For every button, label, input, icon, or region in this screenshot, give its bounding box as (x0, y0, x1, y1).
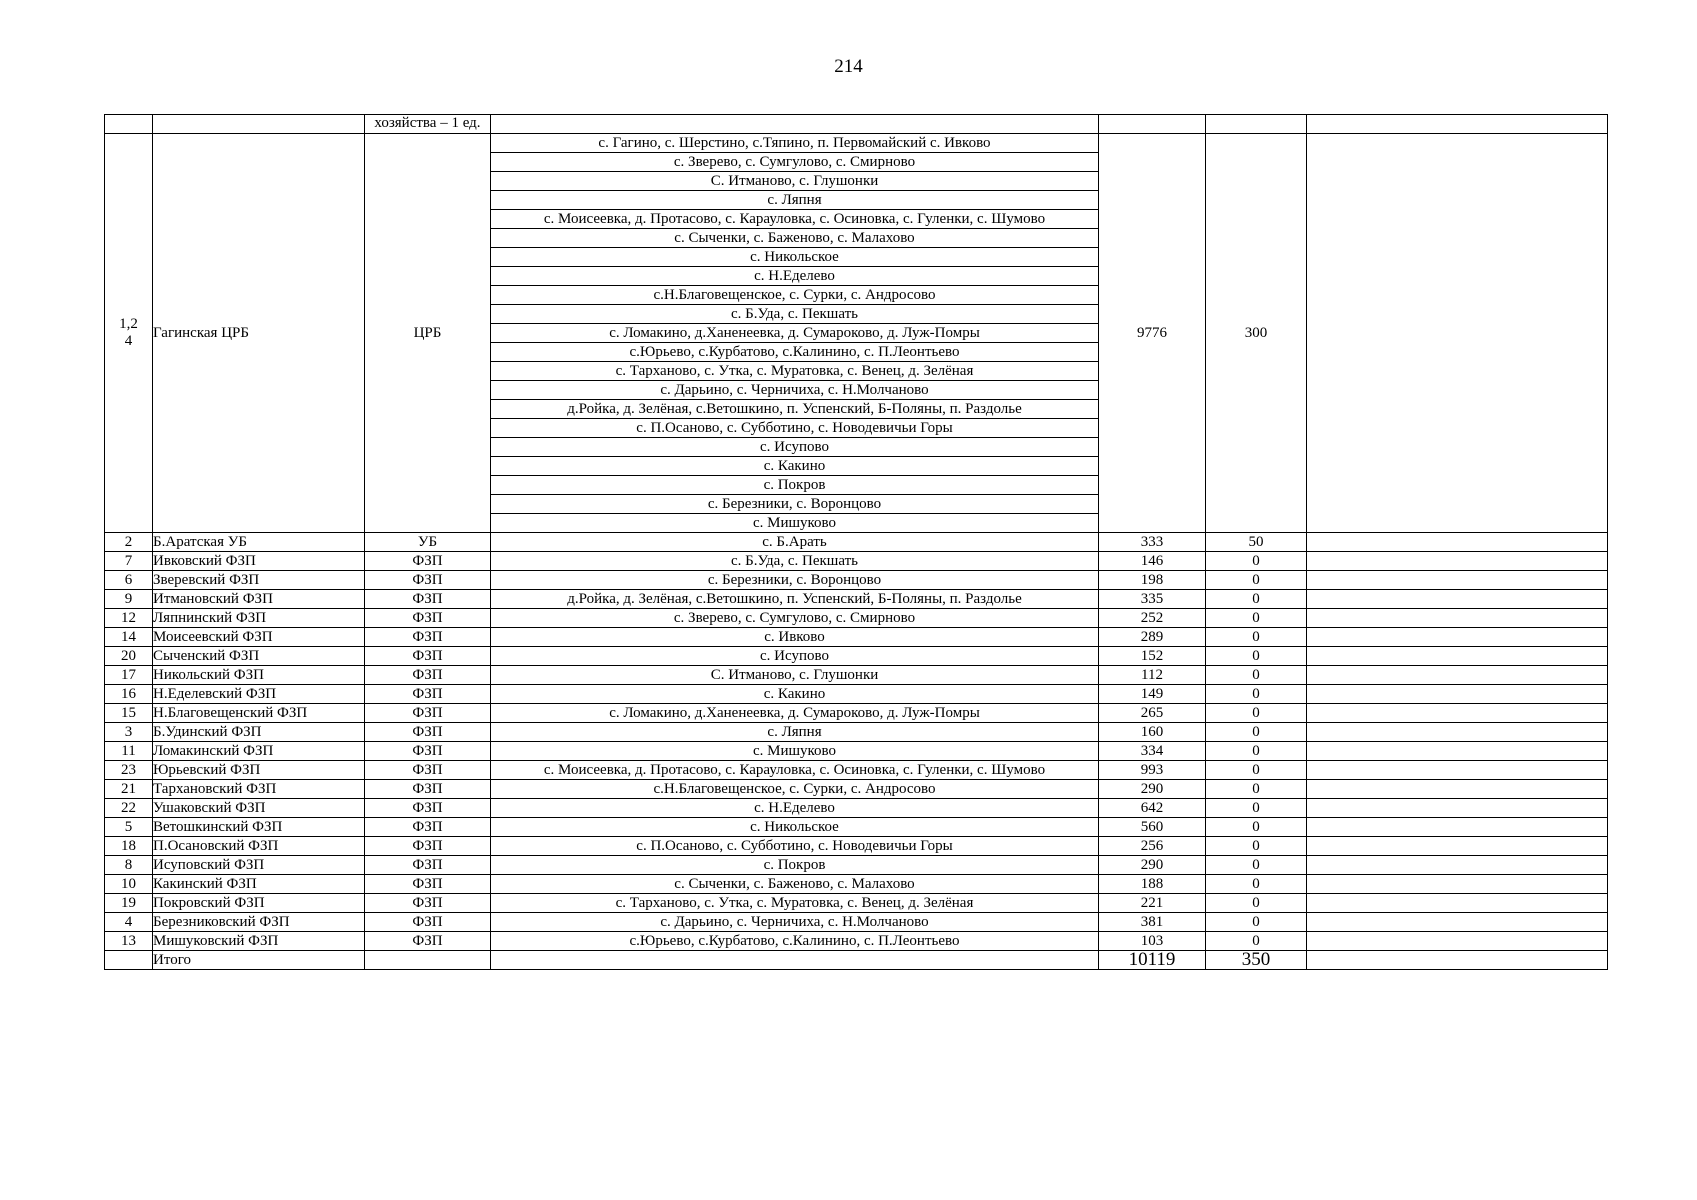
value1: 289 (1099, 628, 1206, 647)
facility-name: Ивковский ФЗП (153, 552, 365, 571)
table-row (105, 704, 1608, 723)
extra (1307, 533, 1608, 552)
value1: 334 (1099, 742, 1206, 761)
value1: 221 (1099, 894, 1206, 913)
value1: 256 (1099, 837, 1206, 856)
facility-type: ФЗП (365, 818, 491, 837)
table-row (105, 875, 1608, 894)
cell-extra (1307, 115, 1608, 134)
crb-settlement: с. Дарьино, с. Черничиха, с. Н.Молчаново (491, 381, 1098, 400)
settlement: д.Ройка, д. Зелёная, с.Ветошкино, п. Успенский, Б-Поляны, п. Раздолье (491, 590, 1099, 609)
facility-type: ФЗП (365, 799, 491, 818)
facility-name: Ушаковский ФЗП (153, 799, 365, 818)
facility-type: ФЗП (365, 723, 491, 742)
row-number: 3 (105, 723, 153, 742)
value1: 146 (1099, 552, 1206, 571)
crb-settlement: с. Зверево, с. Сумгулово, с. Смирново (491, 153, 1098, 172)
table-row (105, 856, 1608, 875)
facility-type: ФЗП (365, 913, 491, 932)
settlement: с. Дарьино, с. Черничиха, с. Н.Молчаново (491, 913, 1099, 932)
facility-type: ФЗП (365, 856, 491, 875)
value1: 560 (1099, 818, 1206, 837)
facility-name: Ломакинский ФЗП (153, 742, 365, 761)
facility-type: ФЗП (365, 685, 491, 704)
total-extra (1307, 951, 1608, 970)
settlement: с. Никольское (491, 818, 1099, 837)
facility-name: Тархановский ФЗП (153, 780, 365, 799)
crb-settlement-row (491, 229, 1098, 248)
facility-name: П.Осановский ФЗП (153, 837, 365, 856)
value1: 103 (1099, 932, 1206, 951)
extra (1307, 723, 1608, 742)
crb-settlement: с. Исупово (491, 438, 1098, 457)
facility-name: Березниковский ФЗП (153, 913, 365, 932)
extra (1307, 837, 1608, 856)
facility-name: Покровский ФЗП (153, 894, 365, 913)
value2: 0 (1206, 875, 1307, 894)
facility-type: ФЗП (365, 894, 491, 913)
table-row (105, 780, 1608, 799)
settlement: с. Зверево, с. Сумгулово, с. Смирново (491, 609, 1099, 628)
settlement: с. П.Осаново, с. Субботино, с. Новодевичьи Горы (491, 837, 1099, 856)
facility-name: Н.Еделевский ФЗП (153, 685, 365, 704)
crb-settlement: с. Покров (491, 476, 1098, 495)
crb-settlement-row (491, 419, 1098, 438)
crb-extra (1307, 134, 1608, 533)
extra (1307, 742, 1608, 761)
settlement: с. Тарханово, с. Утка, с. Муратовка, с. Венец, д. Зелёная (491, 894, 1099, 913)
value2: 0 (1206, 666, 1307, 685)
crb-settlement: С. Итманово, с. Глушонки (491, 172, 1098, 191)
value1: 252 (1099, 609, 1206, 628)
extra (1307, 647, 1608, 666)
facility-type: ФЗП (365, 609, 491, 628)
extra (1307, 932, 1608, 951)
facility-name: Сыченский ФЗП (153, 647, 365, 666)
row-number: 14 (105, 628, 153, 647)
facility-type: ФЗП (365, 837, 491, 856)
crb-settlement-row (491, 305, 1098, 324)
settlement: с. Н.Еделево (491, 799, 1099, 818)
cell-settlement (491, 115, 1099, 134)
crb-settlement: с. Ломакино, д.Ханенеевка, д. Сумароково, д. Луж-Помры (491, 324, 1098, 343)
row-number: 20 (105, 647, 153, 666)
value1: 112 (1099, 666, 1206, 685)
cell-name (153, 115, 365, 134)
facility-name: Юрьевский ФЗП (153, 761, 365, 780)
value2: 0 (1206, 704, 1307, 723)
value1: 160 (1099, 723, 1206, 742)
value2: 0 (1206, 647, 1307, 666)
crb-settlement: с. Ляпня (491, 191, 1098, 210)
value1: 265 (1099, 704, 1206, 723)
facility-name: Ветошкинский ФЗП (153, 818, 365, 837)
cell-num (105, 115, 153, 134)
crb-settlement: с. Гагино, с. Шерстино, с.Тяпино, п. Первомайский с. Ивково (491, 134, 1098, 153)
extra (1307, 609, 1608, 628)
value2: 0 (1206, 609, 1307, 628)
crb-type: ЦРБ (365, 134, 491, 533)
row-number: 15 (105, 704, 153, 723)
row-number: 6 (105, 571, 153, 590)
crb-settlement-row (491, 153, 1098, 172)
crb-value2: 300 (1206, 134, 1307, 533)
table-row (105, 647, 1608, 666)
crb-settlement-row (491, 362, 1098, 381)
facility-name: Ляпнинский ФЗП (153, 609, 365, 628)
settlement: с. Мишуково (491, 742, 1099, 761)
row-number: 7 (105, 552, 153, 571)
value2: 0 (1206, 761, 1307, 780)
facility-name: Никольский ФЗП (153, 666, 365, 685)
settlement: с. Б.Уда, с. Пекшать (491, 552, 1099, 571)
total-value2: 350 (1206, 951, 1307, 970)
crb-settlement-row (491, 210, 1098, 229)
extra (1307, 856, 1608, 875)
extra (1307, 799, 1608, 818)
extra (1307, 628, 1608, 647)
settlement: с. Сыченки, с. Баженово, с. Малахово (491, 875, 1099, 894)
crb-settlement-row (491, 248, 1098, 267)
value2: 0 (1206, 894, 1307, 913)
value2: 0 (1206, 552, 1307, 571)
facility-name: Н.Благовещенский ФЗП (153, 704, 365, 723)
cell-value1 (1099, 115, 1206, 134)
crb-settlement-row (491, 438, 1098, 457)
value2: 0 (1206, 742, 1307, 761)
value1: 198 (1099, 571, 1206, 590)
extra (1307, 571, 1608, 590)
facility-type: ФЗП (365, 780, 491, 799)
settlement: с. Березники, с. Воронцово (491, 571, 1099, 590)
facility-name: Мишуковский ФЗП (153, 932, 365, 951)
extra (1307, 894, 1608, 913)
settlement: С. Итманово, с. Глушонки (491, 666, 1099, 685)
total-type (365, 951, 491, 970)
value2: 0 (1206, 723, 1307, 742)
table-row (105, 666, 1608, 685)
crb-settlement-row (491, 514, 1098, 533)
value1: 381 (1099, 913, 1206, 932)
row-number: 22 (105, 799, 153, 818)
crb-settlement: с. Никольское (491, 248, 1098, 267)
row-number: 18 (105, 837, 153, 856)
facility-name: Б.Аратская УБ (153, 533, 365, 552)
crb-row (105, 134, 1608, 533)
row-number: 17 (105, 666, 153, 685)
table-row (105, 533, 1608, 552)
value2: 0 (1206, 780, 1307, 799)
row-number: 11 (105, 742, 153, 761)
facility-name: Зверевский ФЗП (153, 571, 365, 590)
facility-type: ФЗП (365, 666, 491, 685)
row-number: 2 (105, 533, 153, 552)
value2: 0 (1206, 837, 1307, 856)
value2: 0 (1206, 628, 1307, 647)
value2: 0 (1206, 799, 1307, 818)
crb-settlement-row (491, 286, 1098, 305)
crb-value1: 9776 (1099, 134, 1206, 533)
settlement: с.Юрьево, с.Курбатово, с.Калинино, с. П.Леонтьево (491, 932, 1099, 951)
table-row (105, 913, 1608, 932)
table-row (105, 685, 1608, 704)
row-number: 21 (105, 780, 153, 799)
settlement: с. Какино (491, 685, 1099, 704)
value1: 642 (1099, 799, 1206, 818)
row-number: 13 (105, 932, 153, 951)
value1: 152 (1099, 647, 1206, 666)
crb-name: Гагинская ЦРБ (153, 134, 365, 533)
total-num (105, 951, 153, 970)
cell-value2 (1206, 115, 1307, 134)
extra (1307, 552, 1608, 571)
extra (1307, 875, 1608, 894)
crb-settlement: с. П.Осаново, с. Субботино, с. Новодевичьи Горы (491, 419, 1098, 438)
facility-name: Какинский ФЗП (153, 875, 365, 894)
value1: 335 (1099, 590, 1206, 609)
crb-settlement-row (491, 400, 1098, 419)
crb-settlement-row (491, 476, 1098, 495)
crb-settlement: с. Моисеевка, д. Протасово, с. Карауловка, с. Осиновка, с. Гуленки, с. Шумово (491, 210, 1098, 229)
table-row (105, 590, 1608, 609)
table-row (105, 799, 1608, 818)
table-row (105, 818, 1608, 837)
value1: 290 (1099, 856, 1206, 875)
value2: 0 (1206, 571, 1307, 590)
row-number: 4 (105, 913, 153, 932)
facility-type: ФЗП (365, 571, 491, 590)
table-row (105, 609, 1608, 628)
settlement: с. Ломакино, д.Ханенеевка, д. Сумароково, д. Луж-Помры (491, 704, 1099, 723)
settlement: с. Исупово (491, 647, 1099, 666)
page-number: 214 (834, 56, 863, 77)
crb-settlement: с. Н.Еделево (491, 267, 1098, 286)
value1: 290 (1099, 780, 1206, 799)
facility-type: ФЗП (365, 761, 491, 780)
row-number: 12 (105, 609, 153, 628)
settlement: с. Моисеевка, д. Протасово, с. Карауловка, с. Осиновка, с. Гуленки, с. Шумово (491, 761, 1099, 780)
extra (1307, 818, 1608, 837)
facility-type: ФЗП (365, 704, 491, 723)
value1: 188 (1099, 875, 1206, 894)
facility-type: ФЗП (365, 875, 491, 894)
total-settlement (491, 951, 1099, 970)
crb-settlement-row (491, 343, 1098, 362)
value1: 149 (1099, 685, 1206, 704)
settlement: с. Покров (491, 856, 1099, 875)
table-row (105, 571, 1608, 590)
settlement: с. Ляпня (491, 723, 1099, 742)
row-number: 19 (105, 894, 153, 913)
extra (1307, 666, 1608, 685)
crb-settlement-row (491, 172, 1098, 191)
value2: 0 (1206, 913, 1307, 932)
table-row (105, 723, 1608, 742)
facility-name: Итмановский ФЗП (153, 590, 365, 609)
table-row (105, 742, 1608, 761)
facilities-table (104, 114, 1608, 970)
settlement: с. Б.Арать (491, 533, 1099, 552)
facility-type: УБ (365, 533, 491, 552)
table-row (105, 761, 1608, 780)
total-label: Итого (153, 951, 365, 970)
value2: 0 (1206, 932, 1307, 951)
facility-type: ФЗП (365, 590, 491, 609)
facility-type: ФЗП (365, 628, 491, 647)
total-row (105, 951, 1608, 970)
value1: 993 (1099, 761, 1206, 780)
crb-settlement-row (491, 191, 1098, 210)
facility-name: Моисеевский ФЗП (153, 628, 365, 647)
total-value1: 10119 (1099, 951, 1206, 970)
crb-settlement: с.Н.Благовещенское, с. Сурки, с. Андросово (491, 286, 1098, 305)
value2: 0 (1206, 856, 1307, 875)
value2: 50 (1206, 533, 1307, 552)
table-row (105, 628, 1608, 647)
facility-type: ФЗП (365, 552, 491, 571)
facility-name: Б.Удинский ФЗП (153, 723, 365, 742)
crb-settlement-row (491, 495, 1098, 514)
crb-settlement: д.Ройка, д. Зелёная, с.Ветошкино, п. Успенский, Б-Поляны, п. Раздолье (491, 400, 1098, 419)
facility-name: Исуповский ФЗП (153, 856, 365, 875)
table-row (105, 932, 1608, 951)
crb-settlement: с.Юрьево, с.Курбатово, с.Калинино, с. П.Леонтьево (491, 343, 1098, 362)
crb-settlement: с. Мишуково (752, 515, 837, 531)
cell-type: хозяйства – 1 ед. (365, 115, 491, 134)
crb-settlements (491, 134, 1099, 533)
row-number: 16 (105, 685, 153, 704)
extra (1307, 761, 1608, 780)
table-row (105, 894, 1608, 913)
crb-settlement: с. Тарханово, с. Утка, с. Муратовка, с. Венец, д. Зелёная (491, 362, 1098, 381)
crb-settlement-row (491, 134, 1098, 153)
extra (1307, 913, 1608, 932)
table-row (105, 552, 1608, 571)
crb-settlement: с. Какино (491, 457, 1098, 476)
crb-number: 1,2 4 (105, 134, 153, 533)
crb-settlement: с. Сыченки, с. Баженово, с. Малахово (491, 229, 1098, 248)
facility-type: ФЗП (365, 932, 491, 951)
crb-settlement-row (491, 267, 1098, 286)
crb-settlement: с. Б.Уда, с. Пекшать (491, 305, 1098, 324)
settlement: с. Ивково (491, 628, 1099, 647)
continuation-row (105, 115, 1608, 134)
extra (1307, 704, 1608, 723)
row-number: 8 (105, 856, 153, 875)
table-row (105, 837, 1608, 856)
value1: 333 (1099, 533, 1206, 552)
crb-settlement-row (491, 457, 1098, 476)
facility-type: ФЗП (365, 647, 491, 666)
crb-settlement-row (491, 324, 1098, 343)
crb-settlement: с. Березники, с. Воронцово (491, 495, 1098, 514)
extra (1307, 780, 1608, 799)
row-number: 5 (105, 818, 153, 837)
crb-settlement-row (491, 381, 1098, 400)
crb-settlements-list (491, 134, 1098, 532)
row-number: 10 (105, 875, 153, 894)
row-number: 23 (105, 761, 153, 780)
value2: 0 (1206, 590, 1307, 609)
settlement: с.Н.Благовещенское, с. Сурки, с. Андросово (491, 780, 1099, 799)
row-number: 9 (105, 590, 153, 609)
value2: 0 (1206, 685, 1307, 704)
extra (1307, 590, 1608, 609)
value2: 0 (1206, 818, 1307, 837)
extra (1307, 685, 1608, 704)
facility-type: ФЗП (365, 742, 491, 761)
